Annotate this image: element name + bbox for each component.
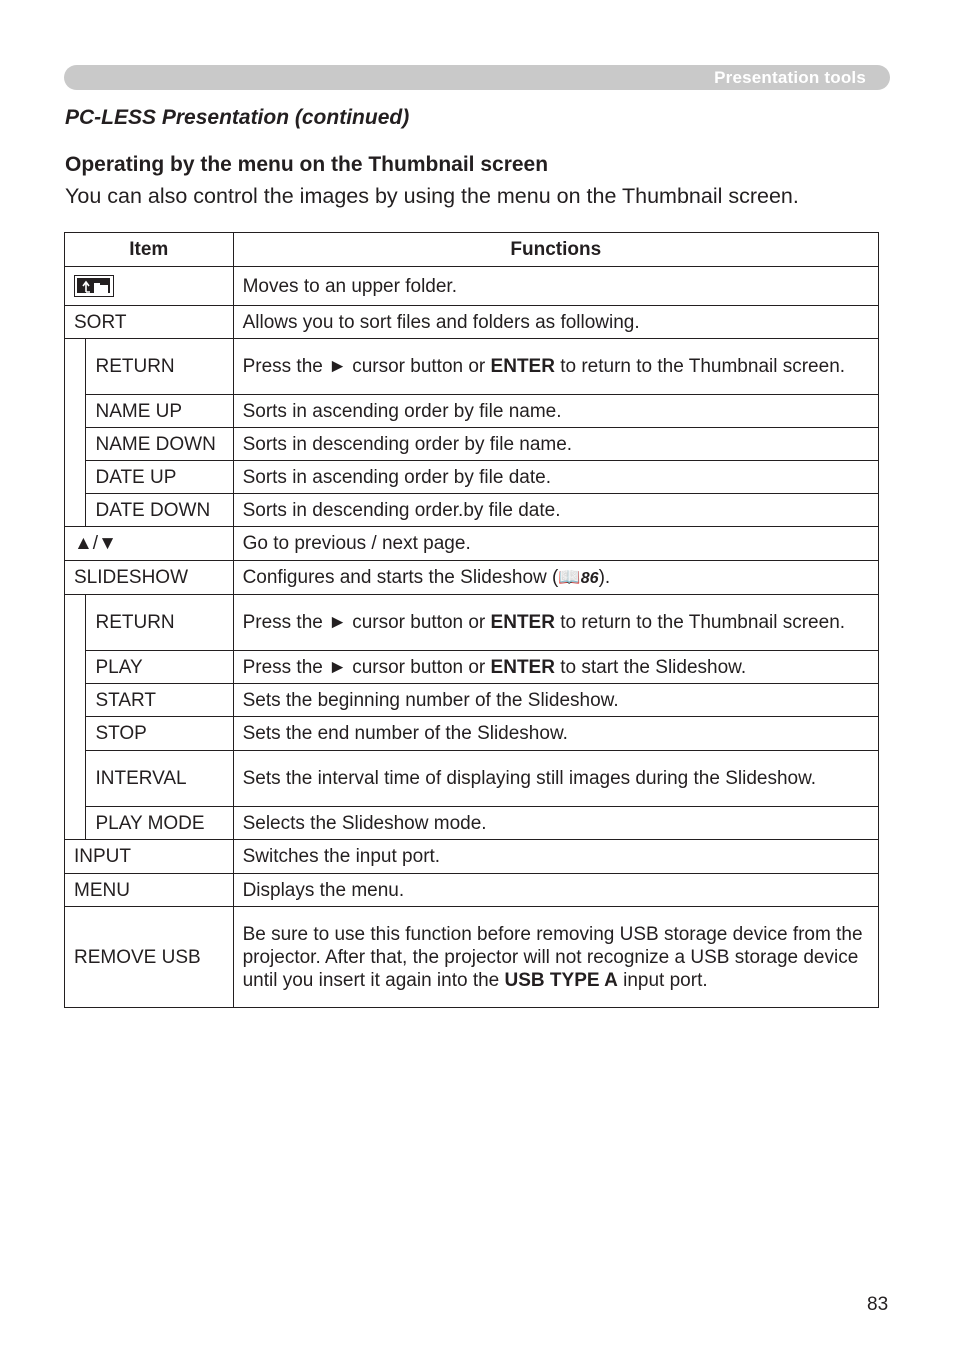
function-cell: Configures and starts the Slideshow (📖86). xyxy=(233,561,878,595)
table-row xyxy=(65,527,879,561)
table-row xyxy=(65,306,879,339)
item-cell: DATE DOWN xyxy=(86,494,233,527)
column-header-item: Item xyxy=(65,233,234,267)
item-cell: STOP xyxy=(86,717,233,751)
table-row xyxy=(65,461,879,494)
item-cell: NAME UP xyxy=(86,395,233,428)
sub-heading: Operating by the menu on the Thumbnail screen xyxy=(65,153,549,176)
table-row xyxy=(65,807,879,840)
item-cell: ▲/▼ xyxy=(65,527,234,561)
table-row xyxy=(65,395,879,428)
function-cell: Press the ► cursor button or ENTER to return to the Thumbnail screen. xyxy=(233,339,878,395)
table-row xyxy=(65,874,879,907)
function-cell: Switches the input port. xyxy=(233,840,878,874)
table-row xyxy=(65,561,879,595)
item-cell xyxy=(65,267,234,306)
function-cell: Allows you to sort files and folders as following. xyxy=(233,306,878,339)
indent-cell xyxy=(65,595,86,840)
item-cell: SORT xyxy=(65,306,234,339)
function-cell: Moves to an upper folder. xyxy=(233,267,878,306)
header-bar xyxy=(64,65,890,90)
function-cell: Press the ► cursor button or ENTER to start the Slideshow. xyxy=(233,651,878,684)
function-cell: Displays the menu. xyxy=(233,874,878,907)
function-cell: Sets the interval time of displaying still images during the Slideshow. xyxy=(233,751,878,807)
upper-folder-icon xyxy=(74,275,114,297)
item-cell: PLAY MODE xyxy=(86,807,233,840)
section-label: Presentation tools xyxy=(714,68,866,87)
function-cell: Be sure to use this function before removing USB storage device from the projector. After that, the projector will not recognize a USB storage device until you insert it again into the USB TYPE A input port. xyxy=(233,907,878,1008)
item-cell: SLIDESHOW xyxy=(65,561,234,595)
menu-table xyxy=(64,232,879,1008)
table-header-row xyxy=(65,233,879,267)
table-row xyxy=(65,494,879,527)
table-row xyxy=(65,267,879,306)
function-cell: Go to previous / next page. xyxy=(233,527,878,561)
function-cell: Selects the Slideshow mode. xyxy=(233,807,878,840)
item-cell: MENU xyxy=(65,874,234,907)
table-row xyxy=(65,595,879,651)
function-cell: Sets the end number of the Slideshow. xyxy=(233,717,878,751)
intro-text: You can also control the images by using the menu on the Thumbnail screen. xyxy=(65,184,799,208)
function-cell: Sorts in ascending order by file name. xyxy=(233,395,878,428)
function-cell: Sorts in ascending order by file date. xyxy=(233,461,878,494)
item-cell: INTERVAL xyxy=(86,751,233,807)
table-row xyxy=(65,840,879,874)
item-cell: NAME DOWN xyxy=(86,428,233,461)
table-row xyxy=(65,339,879,395)
item-cell: INPUT xyxy=(65,840,234,874)
book-reference-icon: 📖 xyxy=(558,566,581,587)
function-cell: Press the ► cursor button or ENTER to return to the Thumbnail screen. xyxy=(233,595,878,651)
page-title: PC-LESS Presentation (continued) xyxy=(65,106,410,129)
reference-page: 86 xyxy=(580,569,599,587)
column-header-functions: Functions xyxy=(233,233,878,267)
item-cell: PLAY xyxy=(86,651,233,684)
item-cell: REMOVE USB xyxy=(65,907,234,1008)
indent-cell xyxy=(65,339,86,527)
page-number: 83 xyxy=(867,1294,889,1315)
function-cell: Sorts in descending order by file name. xyxy=(233,428,878,461)
item-cell: RETURN xyxy=(86,595,233,651)
table-row xyxy=(65,717,879,751)
table-row xyxy=(65,651,879,684)
table-row xyxy=(65,428,879,461)
table-row xyxy=(65,751,879,807)
table-row xyxy=(65,907,879,1008)
table-row xyxy=(65,684,879,717)
function-cell: Sorts in descending order.by file date. xyxy=(233,494,878,527)
item-cell: RETURN xyxy=(86,339,233,395)
item-cell: DATE UP xyxy=(86,461,233,494)
item-cell: START xyxy=(86,684,233,717)
function-cell: Sets the beginning number of the Slideshow. xyxy=(233,684,878,717)
